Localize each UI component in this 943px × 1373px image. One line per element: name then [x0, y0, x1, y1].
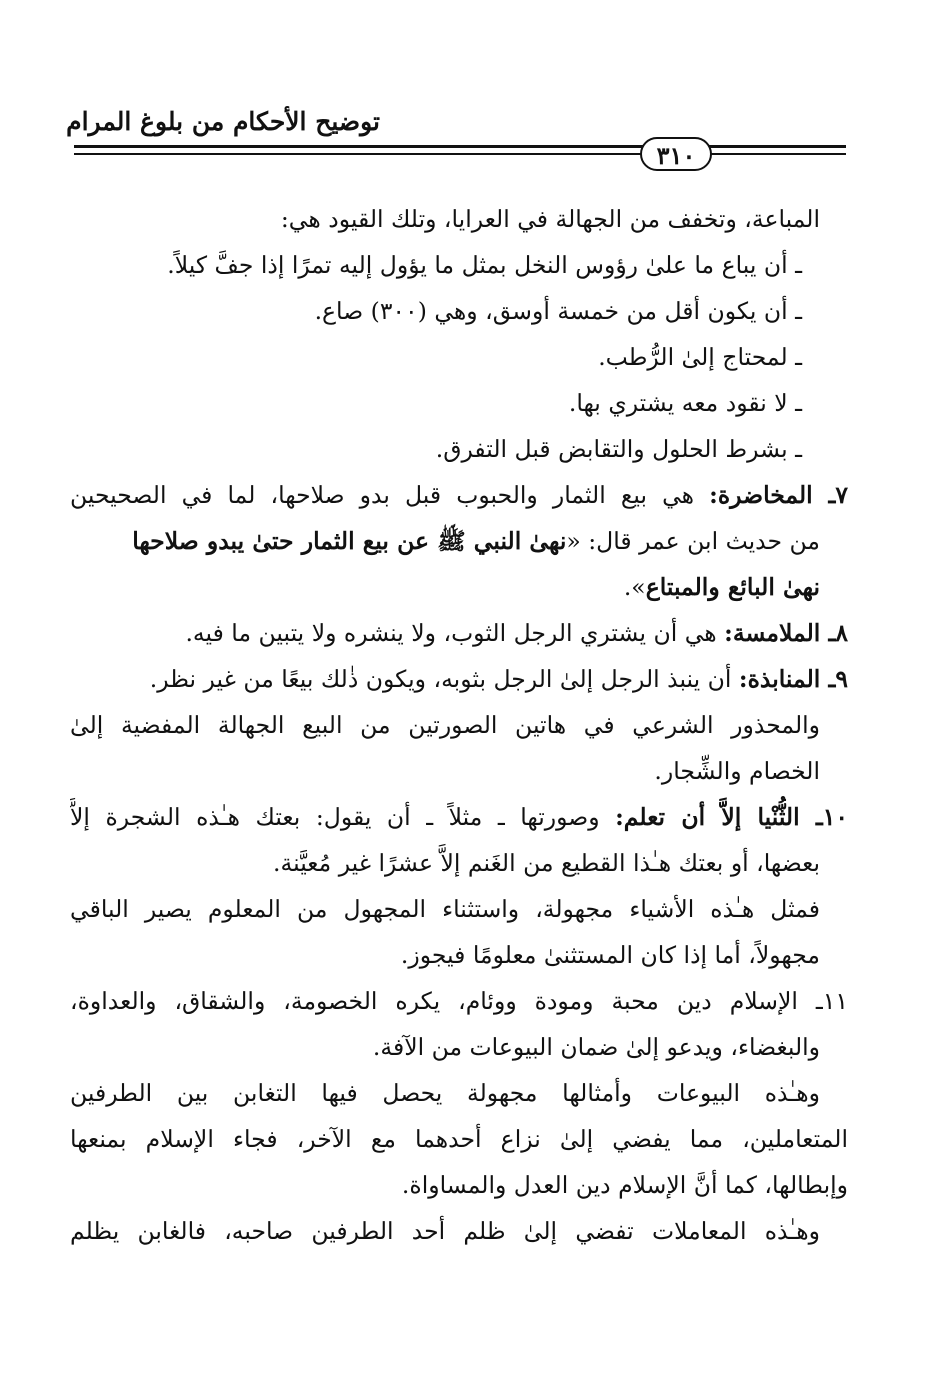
text-line [70, 1070, 848, 1116]
line-text: وهـٰذه المعاملات تفضي إلىٰ ظلم أحد الطرفين صاحبه، فالغابن يظلم [70, 1217, 820, 1245]
item-heading: ١٠ـ الثُّنْيا إلاَّ أن تعلم: [615, 803, 848, 831]
header-rule-thick [74, 145, 846, 148]
line-text: هي بيع الثمار والحبوب قبل بدو صلاحها، لما في الصحيحين [70, 481, 710, 509]
line-text: هي أن يشتري الرجل الثوب، ولا ينشره ولا يتبين ما فيه. [185, 619, 725, 647]
header-rule-thin [74, 153, 846, 155]
line-text: وصورتها ـ مثلاً ـ أن يقول: بعتك هـٰذه الشجرة إلاَّ [70, 803, 616, 831]
text-line [70, 1024, 848, 1070]
text-line [70, 518, 848, 564]
running-header-title: توضيح الأحكام من بلوغ المرام [66, 107, 380, 136]
line-text: وإبطالها، كما أنَّ الإسلام دين العدل والمساواة. [401, 1171, 848, 1199]
line-text: ـ أن يباع ما علىٰ رؤوس النخل بمثل ما يؤول إليه تمرًا إذا جفَّ كيلاً. [167, 251, 802, 279]
condition-item [70, 288, 848, 334]
line-text: ١١ـ الإسلام دين محبة ومودة ووئام، يكره الخصومة، والشقاق، والعداوة، [70, 987, 848, 1015]
line-text: بعضها، أو بعتك هـٰذا القطيع من الغَنم إلاَّ عشرًا غير مُعيَّنة. [273, 849, 820, 877]
condition-item [70, 334, 848, 380]
text-line [70, 1162, 848, 1208]
hadith-quote: نهىٰ النبي ﷺ عن بيع الثمار حتىٰ يبدو صلاحها [132, 527, 567, 555]
hadith-quote: نهىٰ البائع والمبتاع [645, 573, 820, 601]
page-number-badge: ٣١٠ [640, 137, 712, 171]
item-heading: ٧ـ المخاضرة: [709, 481, 848, 509]
condition-item [70, 426, 848, 472]
text-line [70, 564, 848, 610]
text-line [70, 748, 848, 794]
line-text: ـ أن يكون أقل من خمسة أوسق، وهي (٣٠٠) صاع. [314, 297, 802, 325]
line-text: وهـٰذه البيوعات وأمثالها مجهولة يحصل فيها التغابن بين الطرفين [70, 1079, 820, 1107]
condition-item [70, 242, 848, 288]
text-line [70, 840, 848, 886]
text-line [70, 1208, 848, 1254]
item-heading: ٨ـ الملامسة: [724, 619, 848, 647]
line-text: ـ لا نقود معه يشتري بها. [568, 389, 802, 417]
line-text: ». [623, 573, 646, 601]
line-text: من حديث ابن عمر قال: « [566, 527, 820, 555]
line-text: والبغضاء، ويدعو إلىٰ ضمان البيوعات من الآفة. [372, 1033, 820, 1061]
item-heading: ٩ـ المنابذة: [738, 665, 848, 693]
line-text: المباعة، وتخفف من الجهالة في العرايا، وتلك القيود هي: [280, 205, 820, 233]
line-text: مجهولاً، أما إذا كان المستثنىٰ معلومًا فيجوز. [400, 941, 820, 969]
line-text: ـ بشرط الحلول والتقابض قبل التفرق. [435, 435, 802, 463]
line-text: فمثل هـٰذه الأشياء مجهولة، واستثناء المجهول من المعلوم يصير الباقي [70, 895, 820, 923]
text-line [70, 1116, 848, 1162]
numbered-item-8 [70, 610, 848, 656]
numbered-item-10 [70, 794, 848, 840]
line-text: المتعاملين، مما يفضي إلىٰ نزاع أحدهما مع الآخر، فجاء الإسلام بمنعها [70, 1125, 848, 1153]
numbered-item-7 [70, 472, 848, 518]
numbered-item-11 [70, 978, 848, 1024]
header-double-rule [74, 145, 846, 165]
line-text: الخصام والشِّجار. [654, 757, 820, 785]
body-text [70, 196, 848, 1254]
line-text: أن ينبذ الرجل إلىٰ الرجل بثوبه، ويكون ذٰلك بيعًا من غير نظر. [149, 665, 739, 693]
text-line [70, 932, 848, 978]
line-text: والمحذور الشرعي في هاتين الصورتين من البيع الجهالة المفضية إلىٰ [70, 711, 820, 739]
line-text: ـ لمحتاج إلىٰ الرُّطب. [598, 343, 802, 371]
numbered-item-9 [70, 656, 848, 702]
condition-item [70, 380, 848, 426]
text-line [70, 196, 848, 242]
text-line [70, 886, 848, 932]
text-line [70, 702, 848, 748]
